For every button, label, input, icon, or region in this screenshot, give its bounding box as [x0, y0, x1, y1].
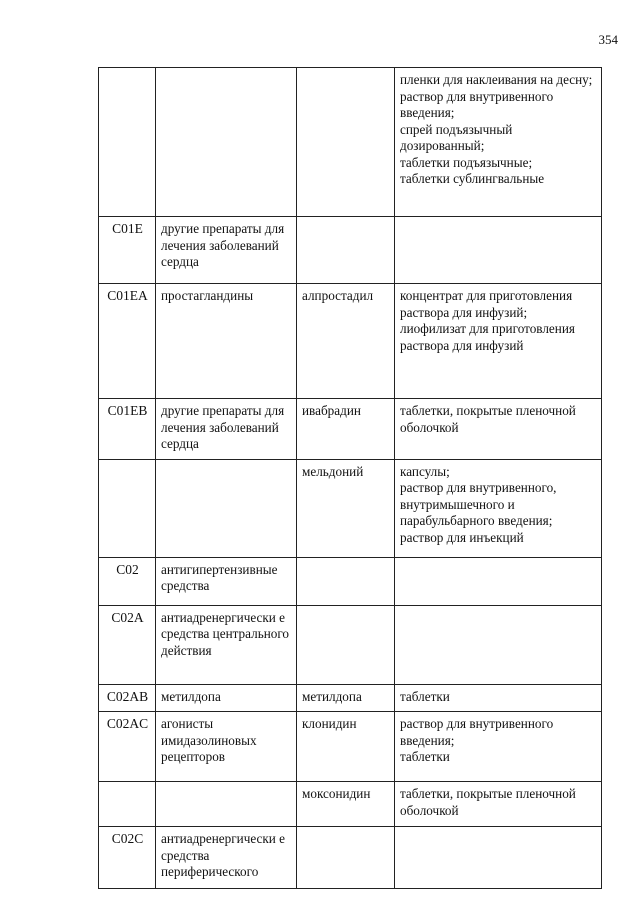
drug-name-cell: алпростадил [297, 284, 395, 399]
table-row [99, 782, 602, 827]
atc-code-cell: C02AC [99, 712, 156, 782]
group-name-cell: другие препараты для лечения заболеваний сердца [156, 217, 297, 284]
dosage-forms-cell [395, 284, 602, 399]
dosage-forms-cell [395, 827, 602, 889]
group-name-cell: антигипертензивные средства [156, 557, 297, 605]
dosage-forms-cell [395, 217, 602, 284]
drug-name-cell: клонидин [297, 712, 395, 782]
group-name-cell [156, 68, 297, 217]
group-name-cell [156, 782, 297, 827]
atc-code-cell: C01EA [99, 284, 156, 399]
dosage-forms-cell [395, 399, 602, 460]
table-row [99, 399, 602, 460]
table-row [99, 712, 602, 782]
dosage-form-item: спрей подъязычный дозированный; [400, 121, 513, 153]
dosage-forms-cell [395, 68, 602, 217]
dosage-forms-cell [395, 684, 602, 712]
table-row [99, 459, 602, 557]
table-row [99, 284, 602, 399]
table-row [99, 217, 602, 284]
table-row [99, 605, 602, 684]
dosage-form-item: раствор для внутривенного введения; [400, 88, 554, 120]
atc-code-cell: C01E [99, 217, 156, 284]
group-name-cell: простагландины [156, 284, 297, 399]
group-name-cell: другие препараты для лечения заболеваний сердца [156, 399, 297, 460]
dosage-form-item: пленки для наклеивания на десну; [400, 72, 593, 87]
atc-code-cell: C02AB [99, 684, 156, 712]
drug-name-cell: мельдоний [297, 459, 395, 557]
dosage-form-item: таблетки, покрытые пленочной оболочкой [400, 786, 576, 818]
group-name-cell [156, 459, 297, 557]
atc-code-cell [99, 68, 156, 217]
drug-name-cell: ивабрадин [297, 399, 395, 460]
dosage-form-item: раствор для внутривенного, внутримышечного и парабульбарного введения; [400, 480, 557, 528]
dosage-form-item: раствор для внутривенного введения; [400, 716, 554, 748]
atc-code-cell: C02C [99, 827, 156, 889]
dosage-form-item: концентрат для приготовления раствора для инфузий; [400, 288, 573, 320]
atc-code-cell [99, 459, 156, 557]
atc-code-cell: C01EB [99, 399, 156, 460]
dosage-form-item: капсулы; [400, 463, 450, 479]
table-row [99, 68, 602, 217]
dosage-form-item: таблетки, покрытые пленочной оболочкой [400, 403, 576, 435]
table-row [99, 827, 602, 889]
drug-name-cell [297, 68, 395, 217]
group-name-cell: метилдопа [156, 684, 297, 712]
atc-code-cell: C02A [99, 605, 156, 684]
atc-code-cell [99, 782, 156, 827]
dosage-form-item: таблетки подъязычные; [400, 154, 533, 170]
dosage-forms-cell [395, 459, 602, 557]
drug-table [98, 67, 602, 889]
group-name-cell: агонисты имидазолиновых рецепторов [156, 712, 297, 782]
dosage-form-item: раствор для инъекций [400, 529, 524, 545]
drug-name-cell [297, 557, 395, 605]
dosage-form-item: таблетки сублингвальные [400, 171, 545, 186]
drug-name-cell [297, 827, 395, 889]
drug-name-cell: моксонидин [297, 782, 395, 827]
dosage-forms-cell [395, 557, 602, 605]
group-name-cell: антиадренергически е средства центрального действия [156, 605, 297, 684]
dosage-forms-cell [395, 605, 602, 684]
drug-name-cell [297, 217, 395, 284]
drug-name-cell: метилдопа [297, 684, 395, 712]
dosage-form-item: таблетки [400, 749, 450, 764]
group-name-cell: антиадренергически е средства периферического [156, 827, 297, 889]
atc-code-cell: C02 [99, 557, 156, 605]
dosage-form-item: таблетки [400, 688, 450, 704]
dosage-forms-cell [395, 782, 602, 827]
page-number: 354 [598, 32, 618, 47]
dosage-form-item: лиофилизат для приготовления раствора для инфузий [400, 321, 575, 353]
dosage-forms-cell [395, 712, 602, 782]
table-row [99, 557, 602, 605]
drug-name-cell [297, 605, 395, 684]
table-row [99, 684, 602, 712]
